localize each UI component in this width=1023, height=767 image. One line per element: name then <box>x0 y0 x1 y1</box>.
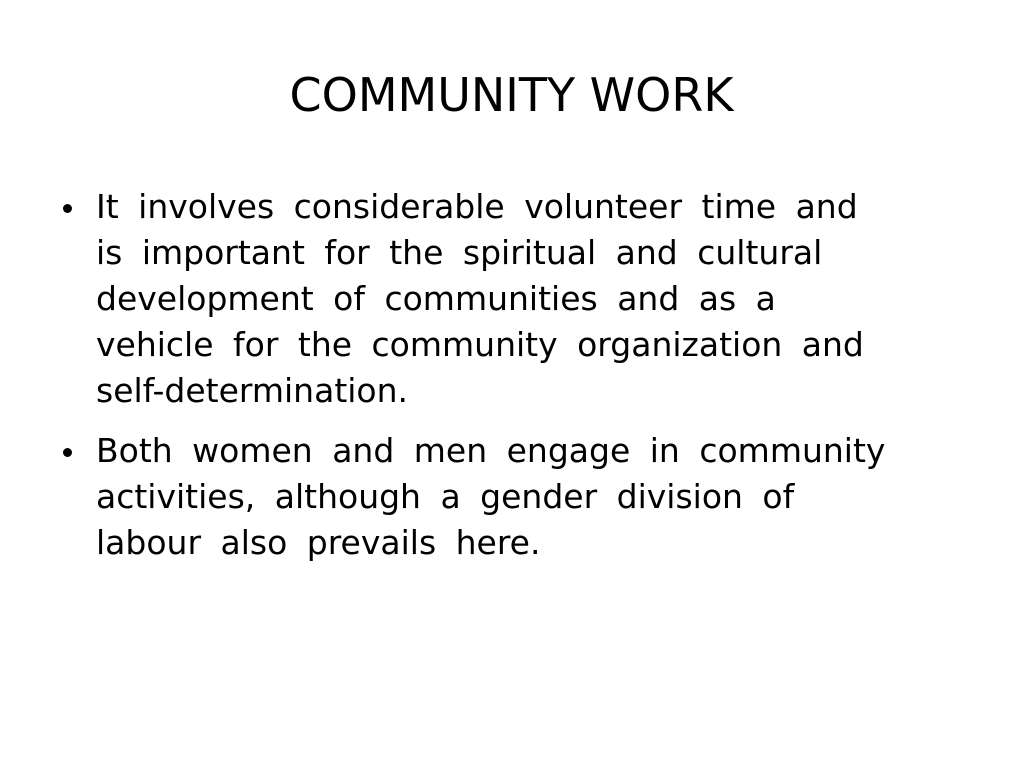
bullet-line: activities, although a gender division of <box>96 477 795 516</box>
bullet-line: Both women and men engage in community <box>96 431 886 470</box>
bullet-dot-icon <box>63 204 72 213</box>
bullet-line: self-determination. <box>96 371 409 410</box>
bullet-line: labour also prevails here. <box>96 523 541 562</box>
bullet-item-2 <box>60 428 972 566</box>
bullet-line: development of communities and as a <box>96 279 776 318</box>
bullet-item-1 <box>60 184 972 414</box>
bullet-list <box>60 184 972 580</box>
slide-title: COMMUNITY WORK <box>289 68 734 122</box>
bullet-line: is important for the spiritual and cultural <box>96 233 823 272</box>
bullet-line: It involves considerable volunteer time and <box>96 187 858 226</box>
bullet-dot-icon <box>63 448 72 457</box>
bullet-line: vehicle for the community organization and <box>96 325 864 364</box>
